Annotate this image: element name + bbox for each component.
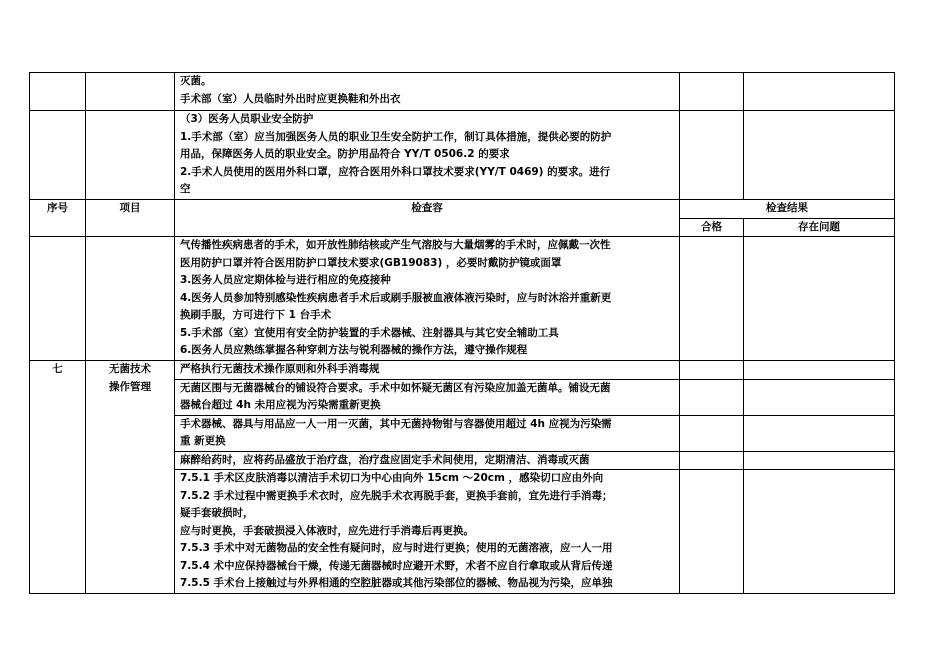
content-line: 应与时更换，手套破损浸入体液时，应先进行手消毒后再更换。: [180, 524, 474, 537]
inspection-table-page: [29, 72, 894, 594]
section-item-line: 操作管理: [109, 380, 151, 393]
content-line: 换刷手服，方可进行下 1 台手术: [180, 309, 332, 321]
header-result: 检查结果: [680, 200, 895, 219]
qualified-cell: [680, 73, 744, 111]
content-line: 4.医务人员参加特别感染性疾病患者手术后或刷手服被血液体液污染时，应与时沐浴并重新更: [180, 291, 612, 304]
content-line: 7.5.4 术中应保持器械台干燥，传递无菌器械时应避开术野，术者不应自行拿取或从背后传递: [180, 559, 613, 572]
content-cell: [175, 451, 680, 470]
issues-cell: [744, 237, 895, 361]
issues-cell: [744, 451, 895, 470]
issues-cell: [744, 470, 895, 594]
issues-cell: [744, 379, 895, 415]
content-cell: [175, 415, 680, 451]
inspection-table: [29, 72, 895, 594]
content-cell: [175, 361, 680, 380]
qualified-cell: [680, 415, 744, 451]
content-line: 7.5.1 手术区皮肤消毒以清洁手术切口为中心由向外 15cm ～20cm ，感染切口应由外向: [180, 472, 604, 484]
section-item-line: 无菌技术: [109, 363, 151, 375]
header-item: 项目: [86, 200, 175, 237]
issues-cell: [744, 73, 895, 111]
content-line: 6.医务人员应熟练掌握各种穿刺方法与锐利器械的操作方法，遵守操作规程: [180, 344, 528, 356]
content-line: 空: [180, 183, 191, 195]
content-line: 2.手术人员使用的医用外科口罩，应符合医用外科口罩技术要求(YY/T 0469) 的要求。进行: [180, 165, 611, 178]
content-line: 手术器械、器具与用品应一人一用一灭菌，其中无菌持物钳与容器使用超过 4h 应视为污染需: [180, 417, 612, 430]
item-cell: [86, 237, 175, 361]
issues-cell: [744, 415, 895, 451]
qualified-cell: [680, 379, 744, 415]
qualified-cell: [680, 111, 744, 200]
content-cell: [175, 379, 680, 415]
content-line: 7.5.2 手术过程中需更换手术衣时，应先脱手术衣再脱手套，更换手套前，宜先进行手消毒；: [180, 489, 613, 502]
table-row: [30, 73, 895, 111]
content-line: 7.5.5 手术台上接触过与外界相通的空腔脏器或其他污染部位的器械、物品视为污染，应单独: [180, 577, 613, 589]
content-line: 灭菌。: [180, 75, 212, 87]
item-cell: [86, 73, 175, 111]
seq-cell: [30, 237, 86, 361]
section-item: [86, 361, 175, 594]
content-line: 手术部（室）人员临时外出时应更换鞋和外出衣: [180, 92, 401, 105]
qualified-cell: [680, 237, 744, 361]
header-issues: 存在问题: [744, 218, 895, 237]
seq-cell: [30, 73, 86, 111]
content-line: 麻醉给药时，应将药品盛放于治疗盘，治疗盘应固定手术间使用，定期清洁、消毒或灭菌: [180, 453, 590, 466]
content-cell: [175, 73, 680, 111]
qualified-cell: [680, 451, 744, 470]
qualified-cell: [680, 470, 744, 594]
table-row: [30, 361, 895, 380]
content-line: 用品，保障医务人员的职业安全。防护用品符合 YY/T 0506.2 的要求: [180, 148, 510, 160]
qualified-cell: [680, 361, 744, 380]
content-cell: [175, 470, 680, 594]
item-cell: [86, 111, 175, 200]
content-line: 疑手套破损时，: [180, 507, 254, 519]
content-line: 重 新更换: [180, 435, 226, 447]
header-seq: 序号: [30, 200, 86, 237]
header-qualified: 合格: [680, 218, 744, 237]
seq-cell: [30, 111, 86, 200]
content-line: 严格执行无菌技术操作原则和外科手消毒规: [180, 363, 380, 375]
content-line: 医用防护口罩并符合医用防护口罩技术要求(GB19083) ，必要时戴防护镜或面罩: [180, 256, 562, 269]
content-cell: [175, 111, 680, 200]
content-line: 7.5.3 手术中对无菌物品的安全性有疑问时，应与时进行更换；使用的无菌溶液，应一人一用: [180, 542, 613, 554]
content-line: 1.手术部（室）应当加强医务人员的职业卫生安全防护工作，制订具体措施，提供必要的防护: [180, 130, 612, 143]
content-line: 气传播性疾病患者的手术，如开放性肺结核或产生气溶胶与大量烟雾的手术时，应佩戴一次性: [180, 239, 611, 251]
table-row: [30, 111, 895, 200]
table-row: [30, 237, 895, 361]
content-line: 5.手术部（室）宜使用有安全防护装置的手术器械、注射器具与其它安全辅助工具: [180, 326, 559, 339]
issues-cell: [744, 111, 895, 200]
section-seq: 七: [30, 361, 86, 594]
content-cell: [175, 237, 680, 361]
header-content: 检查容: [175, 200, 680, 237]
issues-cell: [744, 361, 895, 380]
content-line: 3.医务人员应定期体检与进行相应的免疫接种: [180, 274, 391, 286]
content-line: （3）医务人员职业安全防护: [180, 113, 314, 125]
content-line: 器械台超过 4h 未用应视为污染需重新更换: [180, 399, 381, 411]
content-line: 无菌区围与无菌器械台的铺设符合要求。手术中如怀疑无菌区有污染应加盖无菌单。铺设无菌: [180, 381, 611, 394]
table-header-row: [30, 200, 895, 219]
